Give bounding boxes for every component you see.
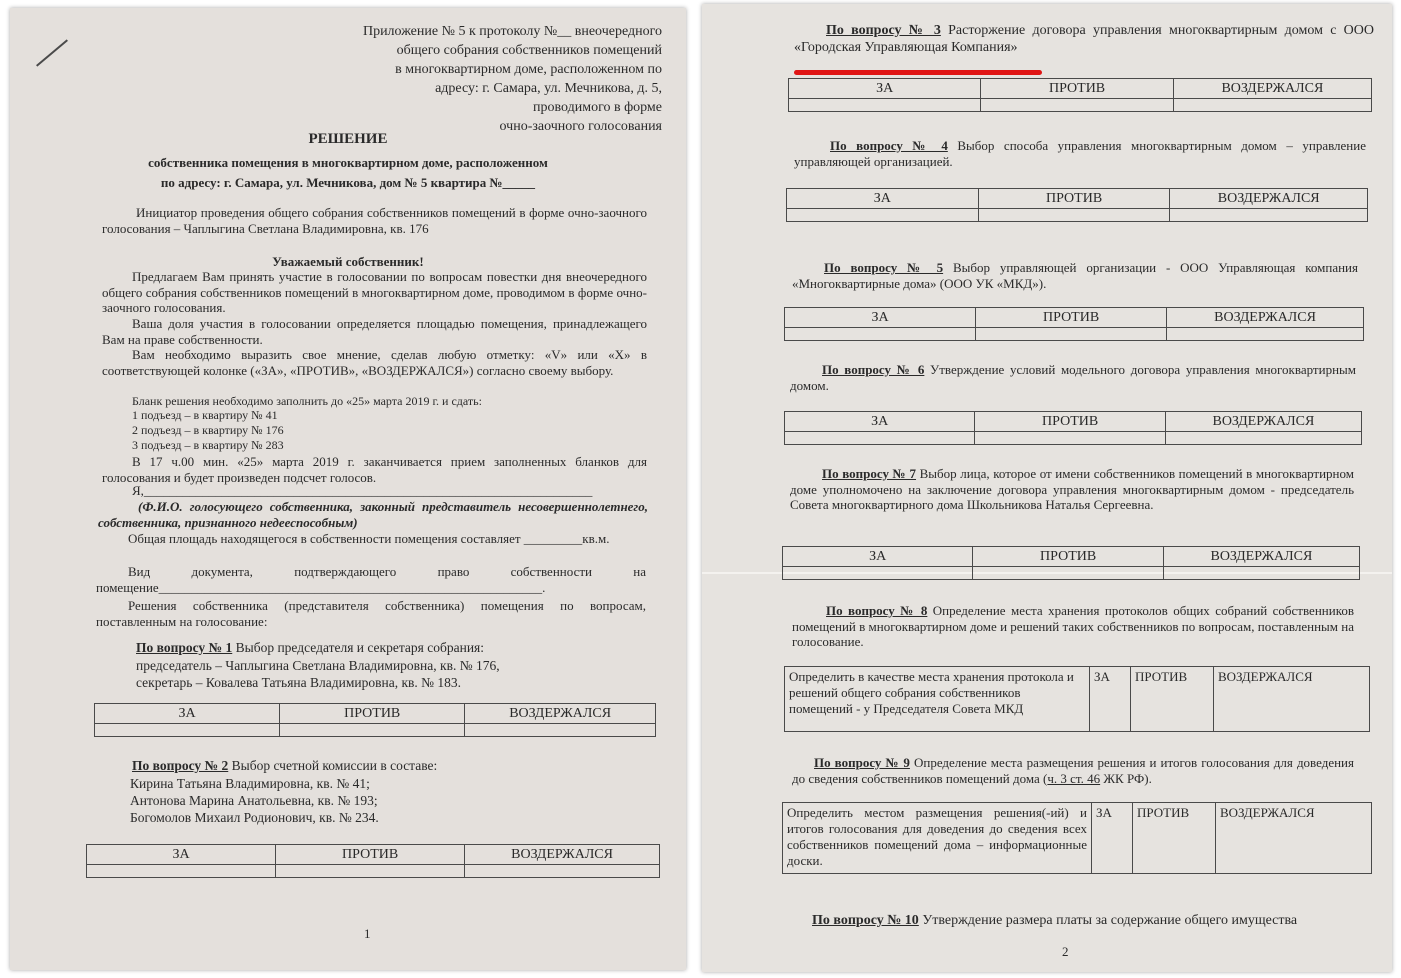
vote-header-protiv: ПРОТИВ xyxy=(975,412,1165,432)
question-label: По вопросу № 4 xyxy=(830,138,948,153)
question-label: По вопросу № 5 xyxy=(824,260,944,275)
question-text: Выбор способа управления многоквартирным домом – управление управляющей организацией. xyxy=(794,138,1366,169)
initiator-text: Инициатор проведения общего собрания собственников помещений в форме очно-заочного голосования – Чаплыгина Светлана Владимировна, кв. 176 xyxy=(102,205,647,236)
member-line: Антонова Марина Анатольевна, кв. № 193; xyxy=(130,793,378,808)
header-line: в многоквартирном доме, расположенном по xyxy=(395,62,662,77)
question-9 xyxy=(792,755,1354,786)
vote-table-q4 xyxy=(786,188,1368,222)
vote-header-vozd: ВОЗДЕРЖАЛСЯ xyxy=(465,845,660,865)
decision-cell: Определить в качестве места хранения протокола и решений общего собрания собственников помещений - у Председателя Совета МКД xyxy=(785,667,1090,732)
vote-header-vozd: ВОЗДЕРЖАЛСЯ xyxy=(1170,189,1368,209)
question-2 xyxy=(132,758,437,774)
question-1-candidates xyxy=(136,657,500,691)
owner-name-line: Я,_____________________________________________________________________ xyxy=(132,483,593,498)
deadline-text: Бланк решения необходимо заполнить до «25» марта 2019 г. и сдать: xyxy=(132,394,482,408)
subtitle-line: по адресу: г. Самара, ул. Мечникова, дом № 5 квартира №_____ xyxy=(160,175,536,190)
header-line: общего собрания собственников помещений xyxy=(396,43,662,58)
vote-header-vozd: ВОЗДЕРЖАЛСЯ xyxy=(1165,412,1361,432)
candidate-line: председатель – Чаплыгина Светлана Владимировна, кв. № 176, xyxy=(136,658,500,673)
question-text: Утверждение размера платы за содержание общего имущества xyxy=(918,913,1298,928)
red-highlight-underline xyxy=(794,70,1042,75)
entrance-item: 2 подъезд – в квартиру № 176 xyxy=(132,423,284,437)
vote-cell-za[interactable] xyxy=(95,724,280,737)
entrance-item: 3 подъезд – в квартиру № 283 xyxy=(132,438,284,452)
vote-cell-za[interactable] xyxy=(789,99,981,112)
decisions-intro: Решения собственника (представителя собственника) помещения по вопросам, поставленным на голосование: xyxy=(96,598,646,629)
paragraph-closing-time: В 17 ч.00 мин. «25» марта 2019 г. заканчивается прием заполненных бланков для голосования и будет произведен подсчет голосов. xyxy=(102,454,647,485)
subtitle-line: собственника помещения в многоквартирном доме, расположенном xyxy=(148,155,548,170)
vote-cell-za[interactable] xyxy=(785,432,975,445)
vote-header-protiv: ПРОТИВ xyxy=(978,189,1170,209)
vote-table-q2 xyxy=(86,844,660,878)
decision-cell: Определить местом размещения решения(-ий) и итогов голосования для доведения до сведения всех собственников помещений дома – информационные доски. xyxy=(783,803,1092,874)
vote-cell-vozd[interactable] xyxy=(465,724,656,737)
vote-header-za: ЗА xyxy=(787,189,979,209)
vote-table-q3 xyxy=(788,78,1372,112)
vote-cell-za[interactable] xyxy=(785,328,976,341)
question-5 xyxy=(792,260,1358,291)
document-page-1 xyxy=(10,8,686,970)
question-text: Выбор лица, которое от имени собственников помещений в многоквартирном доме уполномочено на заключение договора управления многоквартирным домом - председатель Совета многоквартирного дома Школьникова Наталья Сергеевна. xyxy=(790,466,1354,512)
vote-cell-protiv[interactable] xyxy=(973,567,1163,580)
question-text: Определение места хранения протоколов общих собраний собственников помещений в многоквартирном доме и решений таких собственников по вопросам, поставленным на голосование. xyxy=(792,603,1354,649)
vote-table-q9 xyxy=(782,802,1372,874)
paragraph-instructions: Вам необходимо выразить свое мнение, сделав любую отметку: «V» или «X» в соответствующей колонке («ЗА», «ПРОТИВ», «ВОЗДЕРЖАЛСЯ») согласно своему выбору. xyxy=(102,347,647,378)
question-label: По вопросу № 8 xyxy=(826,603,928,618)
vote-cell-vozd[interactable] xyxy=(1170,209,1368,222)
question-1 xyxy=(136,640,484,656)
question-text: Утверждение условий модельного договора управления многоквартирным домом. xyxy=(790,362,1356,393)
vote-cell-vozd[interactable] xyxy=(465,865,660,878)
vote-table-q7 xyxy=(782,546,1360,580)
header-line: адресу: г. Самара, ул. Мечникова, д. 5, xyxy=(435,81,662,96)
vote-header-vozd: ВОЗДЕРЖАЛСЯ xyxy=(465,704,656,724)
question-label: По вопросу № 7 xyxy=(822,466,917,481)
vote-header-vozd[interactable]: ВОЗДЕРЖАЛСЯ xyxy=(1214,667,1370,732)
question-text: Выбор счетной комиссии в составе: xyxy=(228,758,438,773)
vote-header-za[interactable]: ЗА xyxy=(1092,803,1133,874)
question-3 xyxy=(794,22,1374,56)
question-4 xyxy=(794,138,1366,169)
vote-cell-protiv[interactable] xyxy=(975,432,1165,445)
entrance-list xyxy=(132,408,284,453)
vote-header-vozd[interactable]: ВОЗДЕРЖАЛСЯ xyxy=(1216,803,1372,874)
vote-table-q1 xyxy=(94,703,656,737)
question-text: Расторжение договора управления многоквартирным домом с ООО «Городская Управляющая Компания» xyxy=(794,23,1374,55)
greeting: Уважаемый собственник! xyxy=(272,254,424,269)
vote-header-protiv: ПРОТИВ xyxy=(976,308,1167,328)
question-text: Выбор управляющей организации - ООО Управляющая компания «Многоквартирные дома» (ООО УК «МКД»). xyxy=(792,260,1358,291)
vote-header-vozd: ВОЗДЕРЖАЛСЯ xyxy=(1163,547,1359,567)
entrance-item: 1 подъезд – в квартиру № 41 xyxy=(132,408,278,422)
page-number: 2 xyxy=(1062,944,1069,959)
vote-header-za: ЗА xyxy=(783,547,973,567)
vote-table-q6 xyxy=(784,411,1362,445)
page-number: 1 xyxy=(364,926,371,941)
paragraph-invitation: Предлагаем Вам принять участие в голосовании по вопросам повестки дня внеочередного общего собрания собственников помещений в многоквартирном доме, проводимом в форме очно-заочного голосования. xyxy=(102,269,647,315)
candidate-line: секретарь – Ковалева Татьяна Владимировна, кв. № 183. xyxy=(136,675,462,690)
area-line: Общая площадь находящегося в собственности помещения составляет _________кв.м. xyxy=(128,531,610,546)
vote-cell-vozd[interactable] xyxy=(1165,432,1361,445)
question-8 xyxy=(792,603,1354,650)
vote-header-protiv: ПРОТИВ xyxy=(973,547,1163,567)
question-label: По вопросу № 3 xyxy=(826,23,941,38)
member-line: Богомолов Михаил Родионович, кв. № 234. xyxy=(130,810,379,825)
document-page-2 xyxy=(702,4,1392,972)
vote-header-protiv: ПРОТИВ xyxy=(981,79,1173,99)
vote-header-za: ЗА xyxy=(95,704,280,724)
vote-header-protiv[interactable]: ПРОТИВ xyxy=(1131,667,1214,732)
vote-cell-za[interactable] xyxy=(787,209,979,222)
header-line: Приложение № 5 к протоколу №__ внеочередного xyxy=(362,24,662,39)
question-text: Выбор председателя и секретаря собрания: xyxy=(232,640,484,655)
appendix-header xyxy=(310,22,662,136)
vote-cell-vozd[interactable] xyxy=(1163,567,1359,580)
vote-cell-za[interactable] xyxy=(87,865,276,878)
question-text: Определение места размещения решения и итогов голосования для доведения до сведения собственников помещений дома ( xyxy=(792,755,1354,786)
vote-header-za: ЗА xyxy=(785,308,976,328)
document-subtitle xyxy=(10,153,686,193)
vote-header-vozd: ВОЗДЕРЖАЛСЯ xyxy=(1173,79,1371,99)
vote-cell-protiv[interactable] xyxy=(978,209,1170,222)
vote-cell-protiv[interactable] xyxy=(976,328,1167,341)
question-label: По вопросу № 2 xyxy=(132,758,229,773)
question-text: ЖК РФ). xyxy=(1100,770,1152,786)
vote-table-q5 xyxy=(784,307,1364,341)
pen-mark xyxy=(36,39,68,66)
ownership-document-line: Вид документа, подтверждающего право собственности на помещение___________________________________________________________. xyxy=(96,564,646,595)
vote-header-protiv: ПРОТИВ xyxy=(276,845,465,865)
member-line: Кирина Татьяна Владимировна, кв. № 41; xyxy=(130,776,370,791)
vote-cell-vozd[interactable] xyxy=(1173,99,1371,112)
vote-header-vozd: ВОЗДЕРЖАЛСЯ xyxy=(1167,308,1364,328)
header-line: очно-заочного голосования xyxy=(499,119,662,134)
vote-cell-za[interactable] xyxy=(783,567,973,580)
vote-cell-protiv[interactable] xyxy=(276,865,465,878)
vote-cell-protiv[interactable] xyxy=(280,724,465,737)
question-label: По вопросу № 9 xyxy=(814,755,910,770)
vote-header-za: ЗА xyxy=(789,79,981,99)
vote-header-za: ЗА xyxy=(785,412,975,432)
question-10 xyxy=(812,913,1297,929)
question-6 xyxy=(790,362,1356,393)
vote-header-za: ЗА xyxy=(87,845,276,865)
question-label: По вопросу № 1 xyxy=(136,640,233,655)
question-label: По вопросу № 6 xyxy=(822,362,925,377)
question-label: По вопросу № 10 xyxy=(812,913,919,928)
paragraph-share: Ваша доля участия в голосовании определяется площадью помещения, принадлежащего Вам на праве собственности. xyxy=(102,316,647,347)
question-2-members xyxy=(130,775,379,826)
document-title: РЕШЕНИЕ xyxy=(308,131,388,147)
vote-header-protiv[interactable]: ПРОТИВ xyxy=(1133,803,1216,874)
header-line: проводимого в форме xyxy=(532,100,662,115)
vote-cell-protiv[interactable] xyxy=(981,99,1173,112)
vote-table-q8 xyxy=(784,666,1370,732)
vote-header-za[interactable]: ЗА xyxy=(1090,667,1131,732)
question-7 xyxy=(790,466,1354,513)
law-reference-link[interactable]: ч. 3 ст. 46 xyxy=(1047,770,1101,786)
vote-cell-vozd[interactable] xyxy=(1167,328,1364,341)
fio-caption: (Ф.И.О. голосующего собственника, законный представитель несовершеннолетнего, собственника, признанного недееспособным) xyxy=(98,499,648,530)
vote-header-protiv: ПРОТИВ xyxy=(280,704,465,724)
